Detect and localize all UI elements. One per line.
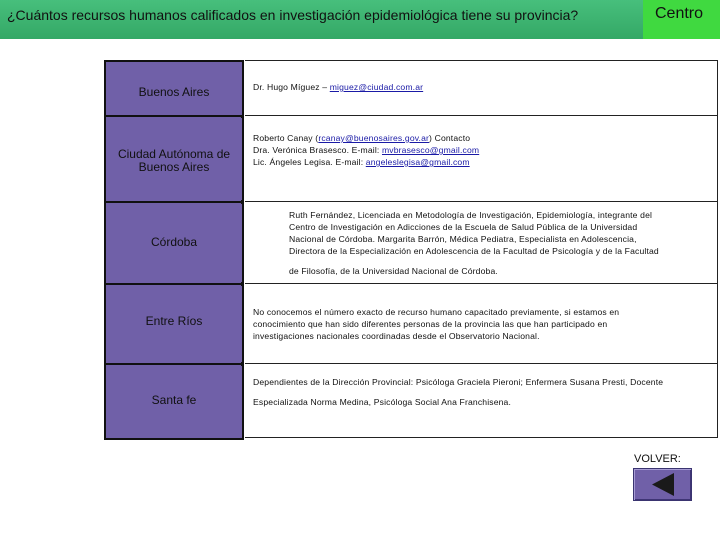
info-text: Dependientes de la Dirección Provincial: Psicóloga Graciela Pieroni; Enfermera Susana Presti, Docente Especializada Norma Medina, Psicóloga Social Ana Franchisena. — [253, 377, 664, 407]
provinces-table — [104, 60, 718, 438]
page-title: ¿Cuántos recursos humanos calificados en investigación epidemiológica tiene su provincia? — [7, 7, 579, 23]
info-cell-entre-rios — [245, 284, 718, 364]
province-name: Santa fe — [151, 393, 197, 407]
info-cell-santa-fe — [245, 364, 718, 438]
province-name: Ciudad Autónoma de Buenos Aires — [117, 147, 231, 174]
province-cell-buenos-aires — [106, 62, 242, 115]
province-cell-entre-rios — [106, 286, 242, 362]
back-button[interactable] — [633, 468, 692, 501]
email-link[interactable]: mvbrasesco@gmail.com — [381, 145, 480, 155]
info-text: Ruth Fernández, Licenciada en Metodología de Investigación, Epidemiología, integrante del Centro de Investigación en Adicciones de la Escuela de Salud Pública de la Universidad Nacional de Córdoba. Margarita Barrón, Médica Pediatra, Especialista en Adolescencia, Directora de la Especialización en Adolescencia de la Facultad de Psicología y de la Facultad de Filosofía, de la Universidad Nacional de Córdoba. — [289, 210, 659, 276]
info-cell-cordoba — [245, 202, 718, 284]
province-cell-cordoba — [106, 204, 242, 282]
province-name: Córdoba — [150, 235, 198, 249]
info-cell-caba — [245, 116, 718, 202]
row-divider — [104, 115, 244, 117]
header-bar — [0, 0, 643, 39]
back-label: VOLVER: — [634, 453, 681, 465]
info-text: Roberto Canay (rcanay@buenosaires.gov.ar) Contacto Dra. Verónica Brasesco. E-mail: mvbrasesco@gmail.com Lic. Ángeles Legisa. E-mail: angeleslegisa@gmail.com — [253, 133, 480, 167]
province-cell-caba — [106, 118, 242, 200]
info-text: Dr. Hugo Míguez – miguez@ciudad.com.ar — [253, 82, 424, 92]
info-text: No conocemos el número exacto de recurso humano capacitado previamente, si estamos en conocimiento que han sido diferentes personas de la provincia las que han participado en investigaciones nacionales coordinadas desde el Observatorio Nacional. — [253, 307, 620, 341]
province-name: Buenos Aires — [138, 85, 210, 99]
region-label: Centro — [655, 5, 704, 22]
province-name: Entre Ríos — [145, 314, 203, 328]
email-link[interactable]: rcanay@buenosaires.gov.ar — [318, 133, 430, 143]
email-link[interactable]: angeleslegisa@gmail.com — [365, 157, 470, 167]
row-divider — [104, 201, 244, 203]
row-divider — [104, 283, 244, 285]
region-badge — [643, 0, 720, 39]
row-divider — [104, 363, 244, 365]
province-cell-santa-fe — [106, 366, 242, 438]
email-link[interactable]: miguez@ciudad.com.ar — [329, 82, 424, 92]
play-left-icon — [634, 469, 691, 500]
info-cell-buenos-aires — [245, 60, 718, 116]
